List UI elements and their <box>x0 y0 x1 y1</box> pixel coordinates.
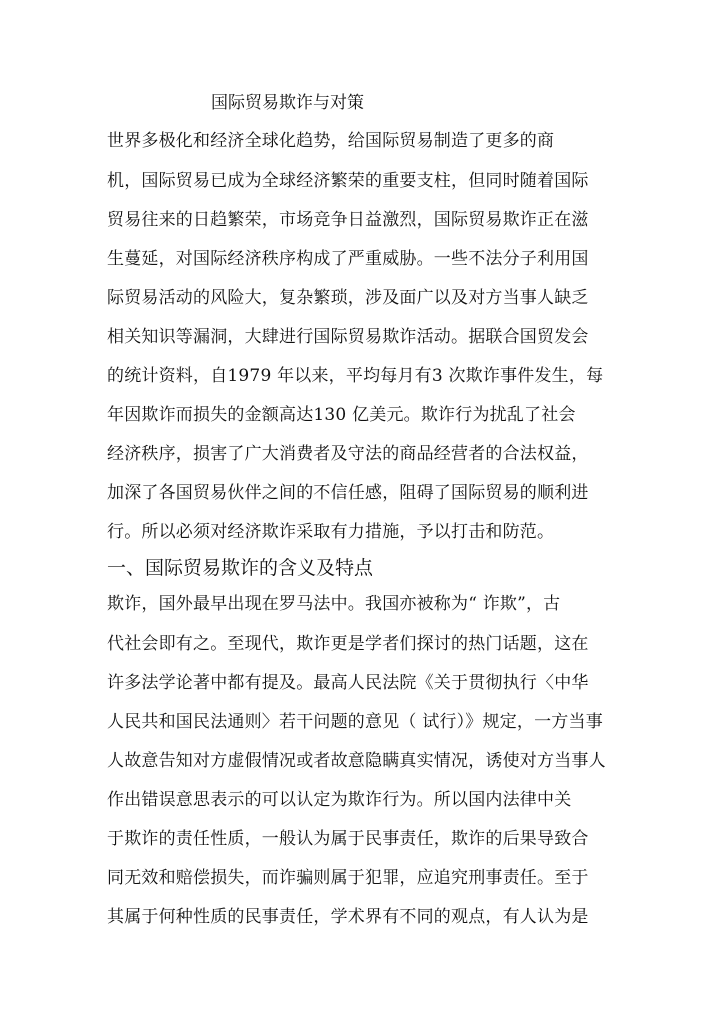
section-line: 人故意告知对方虚假情况或者故意隐瞒真实情况，诱使对方当事人 <box>107 751 606 771</box>
intro-line: 加深了各国贸易伙伴之间的不信任感，阻碍了国际贸易的顺利进 <box>107 483 589 503</box>
intro-line: 行。所以必须对经济欺诈采取有力措施，予以打击和防范。 <box>107 522 555 542</box>
intro-line: 机，国际贸易已成为全球经济繁荣的重要支柱，但同时随着国际 <box>107 171 589 191</box>
intro-line: 相关知识等漏洞，大肆进行国际贸易欺诈活动。据联合国贸发会 <box>107 327 589 347</box>
section-heading: 一、国际贸易欺诈的含义及特点 <box>107 557 374 579</box>
intro-line: 经济秩序，损害了广大消费者及守法的商品经营者的合法权益， <box>107 444 589 464</box>
section-line: 欺诈，国外最早出现在罗马法中。我国亦被称为“ 诈欺”，古 <box>107 594 561 614</box>
section-line: 其属于何种性质的民事责任，学术界有不同的观点，有人认为是 <box>107 907 589 927</box>
section-line: 许多法学论著中都有提及。最高人民法院《关于贯彻执行〈中华 <box>107 673 589 693</box>
section-line: 人民共和国民法通则〉若干问题的意见（ 试行）》规定，一方当事 <box>107 712 603 732</box>
intro-line: 的统计资料，自1979 年以来，平均每月有3 次欺诈事件发生，每 <box>107 366 604 386</box>
document-title: 国际贸易欺诈与对策 <box>211 93 364 113</box>
intro-line: 世界多极化和经济全球化趋势，给国际贸易制造了更多的商 <box>107 131 555 151</box>
section-line: 作出错误意思表示的可以认定为欺诈行为。所以国内法律中关 <box>107 790 572 810</box>
intro-line: 际贸易活动的风险大，复杂繁琐，涉及面广以及对方当事人缺乏 <box>107 288 589 308</box>
intro-line: 年因欺诈而损失的金额高达130 亿美元。欺诈行为扰乱了社会 <box>107 405 576 425</box>
section-line: 于欺诈的责任性质，一般认为属于民事责任，欺诈的后果导致合 <box>107 829 589 849</box>
intro-line: 贸易往来的日趋繁荣，市场竞争日益激烈，国际贸易欺诈正在滋 <box>107 210 589 230</box>
intro-line: 生蔓延，对国际经济秩序构成了严重威胁。一些不法分子利用国 <box>107 249 589 269</box>
section-line: 同无效和赔偿损失，而诈骗则属于犯罪，应追究刑事责任。至于 <box>107 868 589 888</box>
section-line: 代社会即有之。至现代，欺诈更是学者们探讨的热门话题，这在 <box>107 634 589 654</box>
